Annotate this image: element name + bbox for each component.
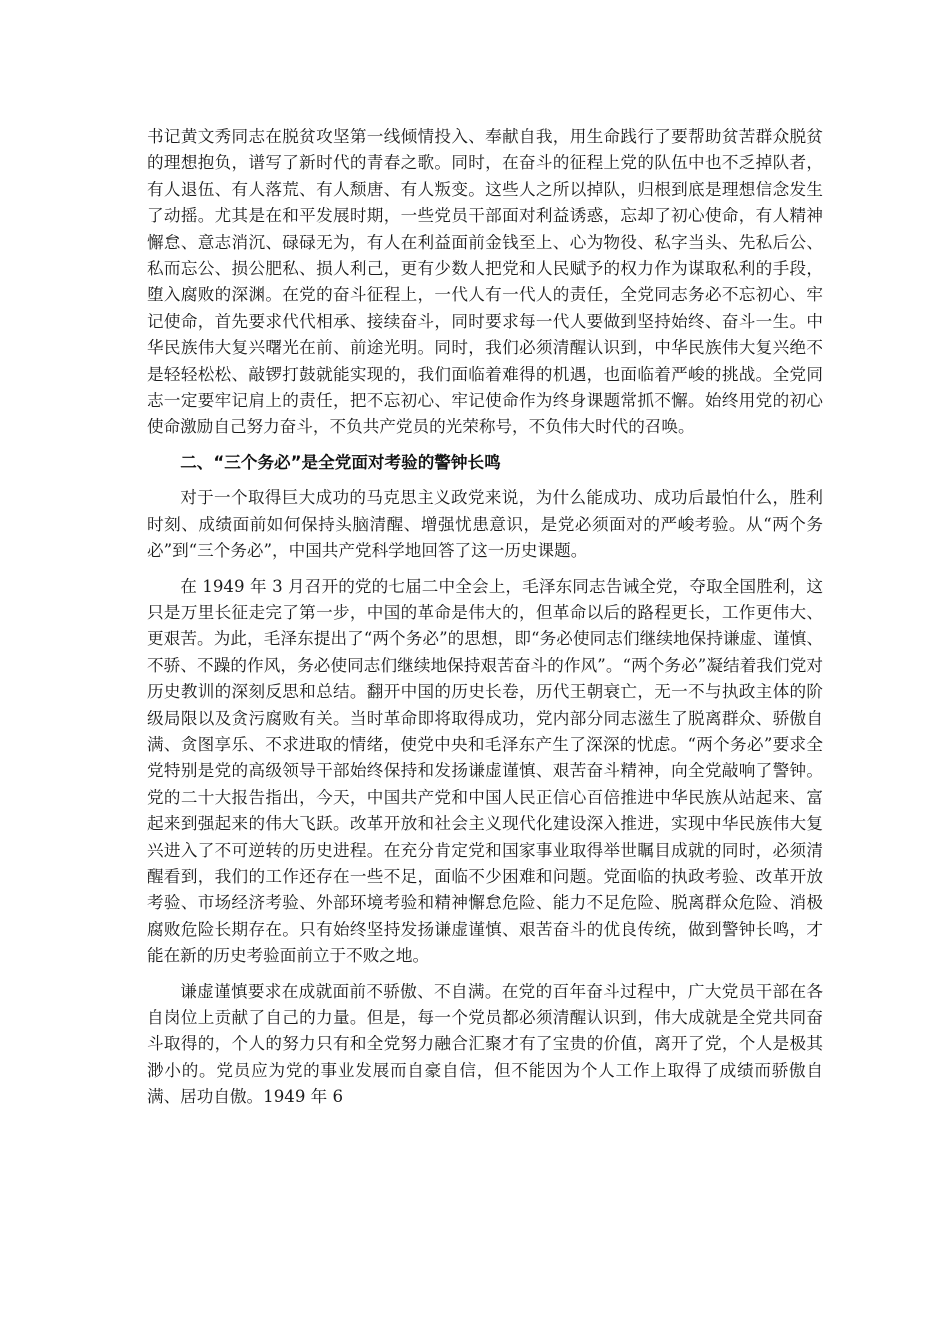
document-body (147, 124, 823, 1120)
paragraph-4: 谦虚谨慎要求在成就面前不骄傲、不自满。在党的百年奋斗过程中，广大党员干部在各自岗位上贡献了自己的力量。但是，每一个党员都必须清醒认识到，伟大成就是全党共同奋斗取得的，个人的努力只有和全党努力融合汇聚才有了宝贵的价值，离开了党，个人是极其渺小的。党员应为党的事业发展而自豪自信，但不能因为个人工作上取得了成绩而骄傲自满、居功自傲。1949 年 6 (147, 981, 823, 1107)
section-heading: 二、“三个务必”是全党面对考验的警钟长鸣 (180, 452, 501, 472)
paragraph-1: 书记黄文秀同志在脱贫攻坚第一线倾情投入、奉献自我，用生命践行了要帮助贫苦群众脱贫的理想抱负，谱写了新时代的青春之歌。同时，在奋斗的征程上党的队伍中也不乏掉队者，有人退伍、有人落荒、有人颓唐、有人叛变。这些人之所以掉队，归根到底是理想信念发生了动摇。尤其是在和平发展时期，一些党员干部面对利益诱惑，忘却了初心使命，有人精神懈怠、意志消沉、碌碌无为，有人在利益面前金钱至上、心为物役、私字当头、先私后公、私而忘公、损公肥私、损人利己，更有少数人把党和人民赋予的权力作为谋取私利的手段，堕入腐败的深渊。在党的奋斗征程上，一代人有一代人的责任，全党同志务必不忘初心、牢记使命，首先要求代代相承、接续奋斗，同时要求每一代人要做到坚持始终、奋斗一生。中华民族伟大复兴曙光在前、前途光明。同时，我们必须清醒认识到，中华民族伟大复兴绝不是轻轻松松、敲锣打鼓就能实现的，我们面临着难得的机遇，也面临着严峻的挑战。全党同志一定要牢记肩上的责任，把不忘初心、牢记使命作为终身课题常抓不懈。始终用党的初心使命激励自己努力奋斗，不负共产党员的光荣称号，不负伟大时代的召唤。 (147, 127, 823, 437)
paragraph-2: 对于一个取得巨大成功的马克思主义政党来说，为什么能成功、成功后最怕什么，胜利时刻、成绩面前如何保持头脑清醒、增强忧患意识，是党必须面对的严峻考验。从“两个务必”到“三个务必”，中国共产党科学地回答了这一历史课题。 (147, 488, 823, 561)
paragraph-3: 在 1949 年 3 月召开的党的七届二中全会上，毛泽东同志告诫全党，夺取全国胜利，这只是万里长征走完了第一步，中国的革命是伟大的，但革命以后的路程更长，工作更伟大、更艰苦。为此，毛泽东提出了“两个务必”的思想，即“务必使同志们继续地保持谦虚、谨慎、不骄、不躁的作风，务必使同志们继续地保持艰苦奋斗的作风”。“两个务必”凝结着我们党对历史教训的深刻反思和总结。翻开中国的历史长卷，历代王朝衰亡，无一不与执政主体的阶级局限以及贪污腐败有关。当时革命即将取得成功，党内部分同志滋生了脱离群众、骄傲自满、贪图享乐、不求进取的情绪，使党中央和毛泽东产生了深深的忧虑。“两个务必”要求全党特别是党的高级领导干部始终保持和发扬谦虚谨慎、艰苦奋斗精神，向全党敲响了警钟。党的二十大报告指出，今天，中国共产党和中国人民正信心百倍推进中华民族从站起来、富起来到强起来的伟大飞跃。改革开放和社会主义现代化建设深入推进，实现中华民族伟大复兴进入了不可逆转的历史进程。在充分肯定党和国家事业取得举世瞩目成就的同时，必须清醒看到，我们的工作还存在一些不足，面临不少困难和问题。党面临的执政考验、改革开放考验、市场经济考验、外部环境考验和精神懈怠危险、能力不足危险、脱离群众危险、消极腐败危险长期存在。只有始终坚持发扬谦虚谨慎、艰苦奋斗的优良传统，做到警钟长鸣，才能在新的历史考验面前立于不败之地。 (147, 576, 823, 966)
